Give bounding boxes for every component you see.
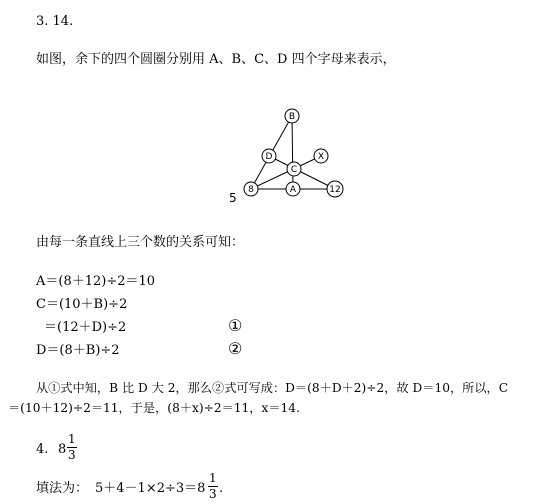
node-c-label: C: [290, 165, 298, 175]
relation-intro: 由每一条直线上三个数的关系可知：: [36, 235, 245, 250]
equation-d: D＝(8＋B)÷2: [36, 343, 120, 358]
equation-c-2: ＝(12＋D)÷2: [44, 320, 127, 335]
equation-a: A＝(8＋12)÷2＝10: [36, 274, 156, 289]
node-b-label: B: [288, 112, 296, 122]
equation-c-1: C＝(10＋B)÷2: [36, 297, 128, 312]
node-x-label: X: [317, 152, 325, 162]
question-4-answer-whole: 8: [58, 442, 67, 457]
question-4-answer-numerator: 1: [68, 432, 76, 446]
figure-outside-label: 5: [229, 191, 237, 205]
line-eight-x: [251, 156, 321, 189]
fill-method-label: 填法为：: [36, 481, 89, 496]
node-d-label: D: [265, 152, 273, 162]
node-twelve-label: 12: [329, 185, 341, 195]
circle-figure: [222, 104, 352, 208]
question-4-answer-fraction: [67, 433, 77, 462]
equation-mark-1: ①: [228, 316, 243, 335]
node-eight-label: 8: [248, 185, 254, 195]
conclusion-line-2: ＝(10＋12)÷2＝11，于是，(8＋x)÷2＝11，x＝14.: [8, 401, 300, 415]
node-a-label: A: [289, 185, 297, 195]
question-4-answer-denominator: 3: [68, 448, 76, 462]
fill-method-end: .: [219, 481, 224, 496]
line-b-a: [292, 116, 293, 189]
question-3-number: 3. 14.: [36, 14, 74, 29]
fill-method-numerator: 1: [209, 471, 217, 485]
conclusion-line-1: 从①式中知，B 比 D 大 2，那么②式可写成：D＝(8＋D＋2)÷2，故 D＝10，所以，C: [36, 381, 509, 395]
fill-method-expression: 5＋4－1×2÷3＝8: [95, 481, 206, 496]
equation-mark-2: ②: [228, 339, 243, 358]
question-4-number: 4.: [36, 442, 49, 457]
fill-method-fraction: [208, 472, 218, 501]
question-3-intro: 如图，余下的四个圆圈分别用 A、B、C、D 四个字母来表示，: [36, 52, 396, 67]
fill-method-denominator: 3: [209, 487, 217, 501]
